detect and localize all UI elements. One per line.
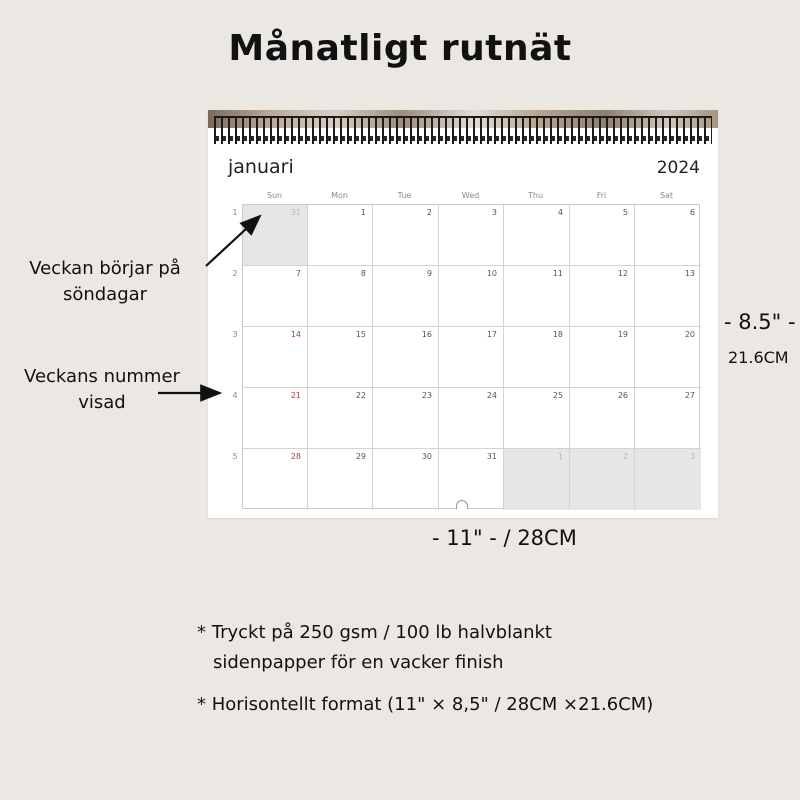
day-number: 15 (355, 330, 366, 339)
annotation-line: Veckans nummer (24, 366, 180, 387)
day-number: 31 (486, 452, 497, 461)
day-number: 5 (622, 208, 628, 217)
day-number: 24 (486, 391, 497, 400)
day-number: 2 (622, 452, 628, 461)
day-number: 30 (421, 452, 432, 461)
weekday-label: Sun (266, 191, 283, 200)
week-number: 4 (232, 391, 238, 400)
paper-bullet (197, 618, 552, 678)
month-label: januari (228, 156, 294, 178)
week-number: 1 (232, 208, 238, 217)
bullet-line: * Tryckt på 250 gsm / 100 lb halvblankt (197, 622, 552, 643)
day-number: 28 (290, 452, 301, 461)
weekday-label: Thu (527, 191, 544, 200)
height-cm: 21.6CM (728, 348, 789, 367)
week-number: 3 (232, 330, 238, 339)
year-label: 2024 (656, 158, 700, 178)
annotation-line: visad (78, 392, 126, 413)
day-number: 26 (617, 391, 628, 400)
day-number: 1 (557, 452, 563, 461)
day-number: 22 (355, 391, 366, 400)
day-number: 31 (290, 208, 301, 217)
day-number: 20 (684, 330, 695, 339)
weekday-label: Fri (596, 191, 607, 200)
day-number: 3 (689, 452, 695, 461)
day-number: 3 (491, 208, 497, 217)
weekday-label: Wed (461, 191, 480, 200)
day-number: 8 (360, 269, 366, 278)
day-number: 17 (486, 330, 497, 339)
arrow-to-sunday (206, 216, 260, 266)
width-dimension: - 11" - / 28CM (432, 526, 577, 550)
day-number: 11 (552, 269, 563, 278)
day-number: 7 (295, 269, 301, 278)
day-number: 21 (290, 391, 301, 400)
annotation-line: Veckan börjar på (29, 258, 181, 279)
week-number: 5 (232, 452, 238, 461)
day-number: 18 (552, 330, 563, 339)
day-number: 10 (486, 269, 497, 278)
day-number: 19 (617, 330, 628, 339)
day-number: 13 (684, 269, 695, 278)
day-number: 14 (290, 330, 301, 339)
format-bullet: * Horisontellt format (11" × 8,5" / 28CM ×21.6CM) (197, 694, 654, 715)
day-number: 2 (426, 208, 432, 217)
day-number: 25 (552, 391, 563, 400)
weekday-label: Tue (397, 191, 412, 200)
day-number: 6 (689, 208, 695, 217)
day-number: 9 (426, 269, 432, 278)
week-number: 2 (232, 269, 238, 278)
day-number: 23 (421, 391, 432, 400)
page-title: Månatligt rutnät (228, 28, 572, 69)
day-number: 12 (617, 269, 628, 278)
height-inches: - 8.5" - (724, 310, 796, 334)
annotation-line: söndagar (62, 284, 148, 305)
day-number: 4 (557, 208, 563, 217)
weekday-label: Mon (331, 191, 348, 200)
day-number: 27 (684, 391, 695, 400)
weekday-label: Sat (659, 191, 674, 200)
day-number: 29 (355, 452, 366, 461)
bullet-line: sidenpapper för en vacker finish (213, 652, 504, 673)
day-number: 1 (360, 208, 366, 217)
day-number: 16 (421, 330, 432, 339)
